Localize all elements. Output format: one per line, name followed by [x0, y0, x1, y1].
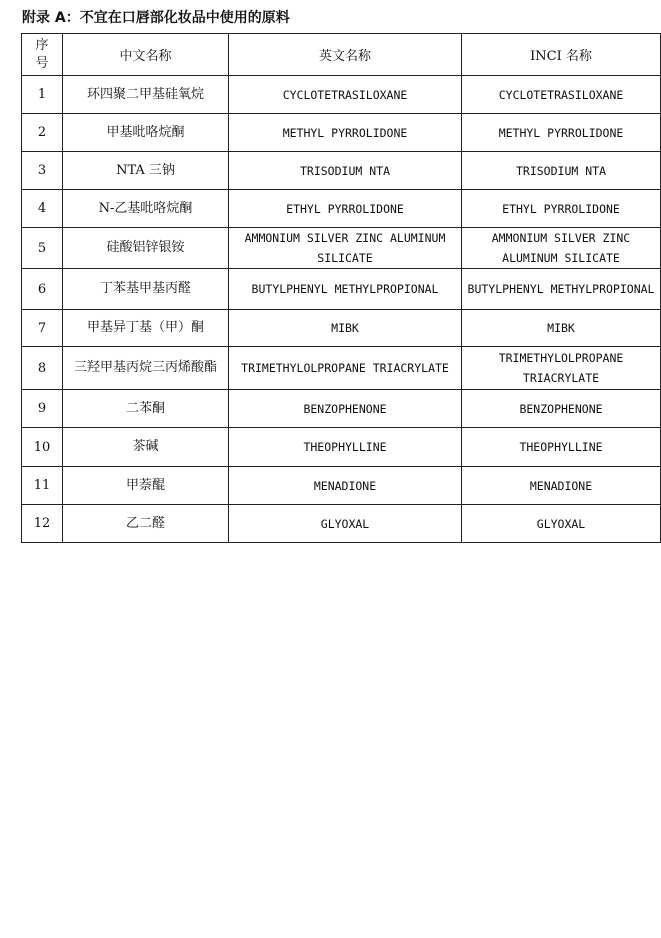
table-row [22, 505, 661, 543]
cell-no: 9 [22, 390, 63, 428]
cell-inci-name: MENADIONE [462, 467, 661, 505]
cell-english-name: TRISODIUM NTA [229, 152, 462, 190]
cell-no: 5 [22, 228, 63, 269]
cell-chinese-name: 丁苯基甲基丙醛 [63, 269, 229, 310]
header-chinese-name-label: 中文名称 [119, 49, 172, 64]
cell-no: 11 [22, 467, 63, 505]
cell-inci-name: TRIMETHYLOLPROPANE TRIACRYLATE [462, 347, 661, 390]
table-row [22, 76, 661, 114]
header-english-name [229, 34, 462, 76]
ingredients-table [21, 33, 661, 543]
cell-chinese-name: 硅酸铝锌银铵 [63, 228, 229, 269]
cell-inci-name: ETHYL PYRROLIDONE [462, 190, 661, 228]
cell-inci-name: THEOPHYLLINE [462, 428, 661, 467]
table-row [22, 190, 661, 228]
cell-english-name: GLYOXAL [229, 505, 462, 543]
cell-chinese-name: N-乙基吡咯烷酮 [63, 190, 229, 228]
cell-no: 2 [22, 114, 63, 152]
cell-chinese-name: 二苯酮 [63, 390, 229, 428]
cell-chinese-name: 三羟甲基丙烷三丙烯酸酯 [63, 347, 229, 390]
header-no [22, 34, 63, 76]
cell-chinese-name: 甲萘醌 [63, 467, 229, 505]
header-chinese-name [63, 34, 229, 76]
header-no-label: 序号 [35, 37, 49, 71]
cell-chinese-name: 甲基异丁基（甲）酮 [63, 310, 229, 347]
table-row [22, 152, 661, 190]
cell-inci-name: BUTYLPHENYL METHYLPROPIONAL [462, 269, 661, 310]
cell-english-name: MENADIONE [229, 467, 462, 505]
cell-no: 8 [22, 347, 63, 390]
cell-english-name: ETHYL PYRROLIDONE [229, 190, 462, 228]
cell-english-name: THEOPHYLLINE [229, 428, 462, 467]
cell-inci-name: MIBK [462, 310, 661, 347]
cell-no: 10 [22, 428, 63, 467]
cell-english-name: BENZOPHENONE [229, 390, 462, 428]
cell-english-name: MIBK [229, 310, 462, 347]
cell-chinese-name: 茶碱 [63, 428, 229, 467]
table-row [22, 228, 661, 269]
cell-no: 3 [22, 152, 63, 190]
table-row [22, 347, 661, 390]
cell-english-name: BUTYLPHENYL METHYLPROPIONAL [229, 269, 462, 310]
table-row [22, 390, 661, 428]
cell-inci-name: AMMONIUM SILVER ZINC ALUMINUM SILICATE [462, 228, 661, 269]
cell-chinese-name: 甲基吡咯烷酮 [63, 114, 229, 152]
cell-chinese-name: 环四聚二甲基硅氧烷 [63, 76, 229, 114]
cell-english-name: CYCLOTETRASILOXANE [229, 76, 462, 114]
cell-inci-name: GLYOXAL [462, 505, 661, 543]
cell-no: 1 [22, 76, 63, 114]
cell-no: 6 [22, 269, 63, 310]
header-inci-name [462, 34, 661, 76]
cell-no: 4 [22, 190, 63, 228]
cell-chinese-name: NTA 三钠 [63, 152, 229, 190]
cell-inci-name: METHYL PYRROLIDONE [462, 114, 661, 152]
table-row [22, 467, 661, 505]
cell-inci-name: BENZOPHENONE [462, 390, 661, 428]
table-row [22, 428, 661, 467]
table-header-row [22, 34, 661, 76]
table-row [22, 269, 661, 310]
cell-no: 12 [22, 505, 63, 543]
cell-english-name: METHYL PYRROLIDONE [229, 114, 462, 152]
cell-inci-name: CYCLOTETRASILOXANE [462, 76, 661, 114]
table-row [22, 114, 661, 152]
header-inci-name-label: INCI 名称 [530, 49, 592, 64]
table-row [22, 310, 661, 347]
cell-chinese-name: 乙二醛 [63, 505, 229, 543]
cell-inci-name: TRISODIUM NTA [462, 152, 661, 190]
cell-english-name: TRIMETHYLOLPROPANE TRIACRYLATE [229, 347, 462, 390]
header-english-name-label: 英文名称 [318, 49, 371, 64]
cell-no: 7 [22, 310, 63, 347]
document-title: 附录 A：不宜在口唇部化妆品中使用的原料 [22, 10, 290, 26]
cell-english-name: AMMONIUM SILVER ZINC ALUMINUM SILICATE [229, 228, 462, 269]
